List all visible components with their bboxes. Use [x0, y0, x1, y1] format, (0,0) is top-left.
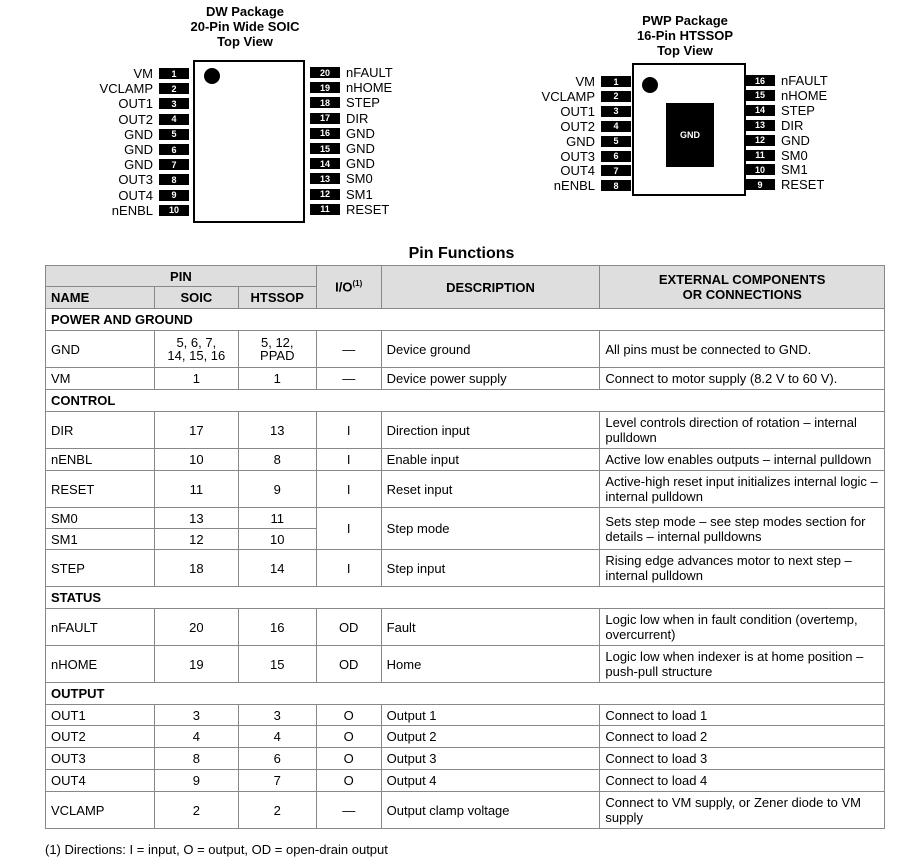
table-row	[46, 331, 885, 368]
table-row	[46, 705, 885, 726]
pin-name: VM	[46, 368, 155, 390]
table-row	[46, 770, 885, 792]
pin-name: RESET	[46, 471, 155, 508]
table-row	[46, 412, 885, 449]
pin-row	[525, 163, 631, 178]
pin-number: 18	[310, 97, 340, 108]
io-type: —	[316, 792, 381, 829]
pin-number: 8	[601, 180, 631, 191]
pin1-marker-icon	[642, 77, 658, 93]
soic-pin: 3	[154, 705, 238, 726]
section-status: STATUS	[46, 587, 885, 609]
external-connection: Level controls direction of rotation – internal pulldown	[600, 412, 885, 449]
pin-number: 1	[159, 68, 189, 79]
pin-functions-table	[45, 265, 885, 829]
pin-label: VM	[133, 66, 153, 81]
external-header	[600, 266, 885, 309]
pin-label: GND	[124, 142, 153, 157]
pin-description: Device power supply	[381, 368, 600, 390]
htssop-pin: 13	[238, 412, 316, 449]
pin-row	[745, 88, 827, 103]
dw-subtitle: 20-Pin Wide SOIC	[190, 19, 300, 34]
pin-description: Home	[381, 646, 600, 683]
pin-label: DIR	[346, 110, 369, 126]
pin-label: OUT2	[118, 111, 153, 127]
pin-name: SM0	[46, 508, 155, 529]
pin-row	[310, 156, 375, 171]
pin-description: Device ground	[381, 331, 600, 368]
pin-number: 9	[745, 179, 775, 190]
table-row	[46, 726, 885, 748]
pin-row	[310, 126, 375, 141]
dw-package-title	[170, 4, 320, 49]
htssop-pin: 11	[238, 508, 316, 529]
pin-number: 1	[601, 76, 631, 87]
section-row	[46, 587, 885, 609]
pin-description: Enable input	[381, 449, 600, 471]
soic-pin: 8	[154, 748, 238, 770]
pin-label: STEP	[781, 102, 815, 118]
pwp-package-title	[610, 13, 760, 58]
pin-row	[525, 178, 631, 193]
pin-label: DIR	[781, 117, 804, 133]
soic-pin: 17	[154, 412, 238, 449]
io-type: —	[316, 368, 381, 390]
pin-label: SM1	[781, 162, 808, 178]
table-title: Pin Functions	[408, 245, 515, 262]
pin-name: DIR	[46, 412, 155, 449]
pin-label: VCLAMP	[541, 88, 595, 104]
htssop-pin: 16	[238, 609, 316, 646]
soic-pin: 2	[154, 792, 238, 829]
pin-number: 11	[745, 150, 775, 161]
pin-label: OUT4	[118, 187, 153, 203]
pin-number: 8	[159, 174, 189, 185]
external-connection: Sets step mode – see step modes section for details – internal pulldowns	[600, 508, 885, 550]
htssop-pin: 7	[238, 770, 316, 792]
pin-number: 6	[159, 144, 189, 155]
table-row	[46, 792, 885, 829]
soic-pin: 10	[154, 449, 238, 471]
pin-name: OUT1	[46, 705, 155, 726]
io-type: I	[316, 550, 381, 587]
pin-label: RESET	[781, 177, 825, 193]
pin-label: GND	[781, 132, 810, 148]
pin-row	[745, 177, 824, 192]
pin-number: 13	[310, 173, 340, 184]
pin-label: GND	[346, 156, 375, 172]
pin-row	[83, 203, 189, 218]
pin-label: VM	[575, 74, 595, 89]
pin-number: 3	[159, 98, 189, 109]
io-header	[316, 266, 381, 309]
pin-row	[745, 73, 828, 88]
description-header: DESCRIPTION	[381, 266, 600, 309]
io-type: I	[316, 471, 381, 508]
pin-number: 15	[310, 143, 340, 154]
section-power: POWER AND GROUND	[46, 309, 885, 331]
pin-description: Direction input	[381, 412, 600, 449]
pin-label: SM0	[346, 171, 373, 187]
pin-number: 4	[159, 114, 189, 125]
pin-row	[310, 187, 373, 202]
pin-row	[83, 81, 189, 96]
pwp-title: PWP Package	[642, 13, 728, 28]
table-footnote: (1) Directions: I = input, O = output, OD = open-drain output	[45, 842, 388, 857]
htssop-pin: 4	[238, 726, 316, 748]
pin-number: 5	[601, 136, 631, 147]
pin-name: OUT4	[46, 770, 155, 792]
pin-label: GND	[566, 133, 595, 149]
pin-row	[83, 142, 189, 157]
pin-row	[745, 118, 803, 133]
pin-name: SM1	[46, 529, 155, 550]
soic-pin: 11	[154, 471, 238, 508]
table-row	[46, 368, 885, 390]
pin-number: 12	[310, 189, 340, 200]
soic-pin: 1	[154, 368, 238, 390]
pin-row	[83, 112, 189, 127]
soic-pin: 19	[154, 646, 238, 683]
table-row	[46, 471, 885, 508]
table-row	[46, 508, 885, 529]
pin-row	[745, 162, 808, 177]
section-row	[46, 390, 885, 412]
external-connection: All pins must be connected to GND.	[600, 331, 885, 368]
pin-label: RESET	[346, 201, 390, 217]
pin-description: Output clamp voltage	[381, 792, 600, 829]
pin-number: 17	[310, 113, 340, 124]
pin-name: nFAULT	[46, 609, 155, 646]
external-header-2: OR CONNECTIONS	[682, 287, 802, 302]
pin-number: 19	[310, 82, 340, 93]
pin-number: 5	[159, 129, 189, 140]
pin-description: Step mode	[381, 508, 600, 550]
pin-row	[83, 96, 189, 111]
pin-description: Output 3	[381, 748, 600, 770]
pin-name: nENBL	[46, 449, 155, 471]
pin-label: nFAULT	[346, 65, 393, 80]
pin-number: 14	[745, 105, 775, 116]
pin-label: STEP	[346, 95, 380, 111]
pin-row	[310, 80, 392, 95]
pin-name: VCLAMP	[46, 792, 155, 829]
thermal-pad	[666, 103, 714, 167]
pin-description: Step input	[381, 550, 600, 587]
section-control: CONTROL	[46, 390, 885, 412]
pin-label: OUT3	[118, 172, 153, 188]
pin-row	[83, 188, 189, 203]
external-connection: Logic low when indexer is at home position – push-pull structure	[600, 646, 885, 683]
thermal-pad-label: GND	[680, 130, 700, 140]
dw-title: DW Package	[205, 4, 285, 19]
pin-row	[525, 119, 631, 134]
htssop-pin: 3	[238, 705, 316, 726]
pin-name: OUT3	[46, 748, 155, 770]
io-type: O	[316, 770, 381, 792]
io-type: OD	[316, 646, 381, 683]
pin-description: Output 2	[381, 726, 600, 748]
pin-label: OUT4	[560, 163, 595, 179]
pin-label: OUT2	[560, 118, 595, 134]
pin-number: 14	[310, 158, 340, 169]
pin-row	[83, 157, 189, 172]
pin-row	[310, 95, 380, 110]
htssop-pin-line: 5, 12,	[260, 335, 294, 350]
external-connection: Logic low when in fault condition (overtemp, overcurrent)	[600, 609, 885, 646]
pin-number: 9	[159, 190, 189, 201]
section-row	[46, 683, 885, 705]
external-header-1: EXTERNAL COMPONENTS	[658, 272, 826, 287]
section-row	[46, 309, 885, 331]
io-type: I	[316, 412, 381, 449]
pin-row	[310, 171, 373, 186]
pwp-subtitle: 16-Pin HTSSOP	[636, 28, 734, 43]
pin-number: 3	[601, 106, 631, 117]
pin-description: Reset input	[381, 471, 600, 508]
pin-row	[83, 127, 189, 142]
pin-row	[525, 134, 631, 149]
external-connection: Connect to load 4	[600, 770, 885, 792]
pin-label: nENBL	[111, 202, 153, 218]
htssop-pin	[238, 331, 316, 368]
pin-label: GND	[346, 125, 375, 141]
pin-label: GND	[124, 126, 153, 142]
pin-number: 7	[601, 165, 631, 176]
soic-pin-line: 5, 6, 7,	[176, 335, 217, 350]
pin-number: 7	[159, 159, 189, 170]
pin-label: OUT3	[560, 148, 595, 164]
pin-number: 13	[745, 120, 775, 131]
pin-row	[310, 65, 393, 80]
external-connection: Connect to motor supply (8.2 V to 60 V).	[600, 368, 885, 390]
external-connection: Connect to load 3	[600, 748, 885, 770]
soic-pin: 4	[154, 726, 238, 748]
pin-row	[745, 148, 808, 163]
external-connection: Rising edge advances motor to next step – internal pulldown	[600, 550, 885, 587]
pwp-chip-body	[632, 63, 746, 196]
pin-row	[745, 103, 815, 118]
pin-number: 2	[601, 91, 631, 102]
io-type: I	[316, 508, 381, 550]
pin-number: 20	[310, 67, 340, 78]
io-type: O	[316, 705, 381, 726]
soic-header: SOIC	[154, 287, 238, 309]
pin-label: SM0	[781, 147, 808, 163]
pin-name: STEP	[46, 550, 155, 587]
pin-number: 16	[745, 75, 775, 86]
pin-row	[83, 172, 189, 187]
pin-name: OUT2	[46, 726, 155, 748]
pin-row	[83, 66, 189, 81]
table-row	[46, 449, 885, 471]
external-connection: Connect to VM supply, or Zener diode to VM supply	[600, 792, 885, 829]
htssop-pin: 14	[238, 550, 316, 587]
io-header-label: I/O	[335, 279, 353, 295]
pin-row	[310, 141, 375, 156]
pin-number: 10	[745, 164, 775, 175]
io-type: I	[316, 449, 381, 471]
io-type: O	[316, 726, 381, 748]
pin-label: SM1	[346, 186, 373, 202]
soic-pin-line: 14, 15, 16	[167, 348, 226, 363]
htssop-pin: 1	[238, 368, 316, 390]
external-connection: Active low enables outputs – internal pulldown	[600, 449, 885, 471]
pin-description: Output 4	[381, 770, 600, 792]
pin-label: nFAULT	[781, 73, 828, 88]
htssop-pin: 2	[238, 792, 316, 829]
pin-row	[525, 149, 631, 164]
soic-pin: 18	[154, 550, 238, 587]
io-type: O	[316, 748, 381, 770]
io-type: OD	[316, 609, 381, 646]
pin-number: 6	[601, 151, 631, 162]
pin-header: PIN	[46, 266, 317, 287]
name-header: NAME	[46, 287, 155, 309]
pwp-view: Top View	[657, 43, 713, 58]
external-connection: Connect to load 1	[600, 705, 885, 726]
htssop-header: HTSSOP	[238, 287, 316, 309]
pin-number: 15	[745, 90, 775, 101]
pin-name: GND	[46, 331, 155, 368]
pin-number: 11	[310, 204, 340, 215]
htssop-pin: 8	[238, 449, 316, 471]
pin-number: 10	[159, 205, 189, 216]
table-row	[46, 550, 885, 587]
pin-row	[310, 111, 368, 126]
pin-row	[525, 89, 631, 104]
dw-view: Top View	[217, 34, 273, 49]
external-connection: Connect to load 2	[600, 726, 885, 748]
io-type: —	[316, 331, 381, 368]
external-connection: Active-high reset input initializes internal logic – internal pulldown	[600, 471, 885, 508]
io-footnote-ref: (1)	[352, 279, 363, 289]
pin-number: 2	[159, 83, 189, 94]
soic-pin: 9	[154, 770, 238, 792]
table-row	[46, 646, 885, 683]
section-output: OUTPUT	[46, 683, 885, 705]
htssop-pin: 15	[238, 646, 316, 683]
pin-name: nHOME	[46, 646, 155, 683]
pin-number: 12	[745, 135, 775, 146]
pin-label: nHOME	[781, 87, 828, 103]
pin-label: nHOME	[346, 80, 393, 96]
dw-chip-body	[193, 60, 305, 223]
pin-label: GND	[124, 157, 153, 173]
soic-pin: 12	[154, 529, 238, 550]
pin-label: GND	[346, 141, 375, 156]
pin-label: nENBL	[553, 178, 595, 194]
pin-description: Fault	[381, 609, 600, 646]
pin-row	[525, 104, 631, 119]
pin-row	[745, 133, 810, 148]
htssop-pin: 10	[238, 529, 316, 550]
pin-label: VCLAMP	[99, 81, 153, 97]
soic-pin: 20	[154, 609, 238, 646]
pin-label: OUT1	[118, 96, 153, 112]
pin-number: 4	[601, 121, 631, 132]
table-row	[46, 748, 885, 770]
pin-label: OUT1	[560, 103, 595, 119]
pin-row	[310, 202, 389, 217]
pin1-marker-icon	[204, 68, 220, 84]
htssop-pin: 6	[238, 748, 316, 770]
soic-pin	[154, 331, 238, 368]
pin-description: Output 1	[381, 705, 600, 726]
htssop-pin: 9	[238, 471, 316, 508]
pin-number: 16	[310, 128, 340, 139]
soic-pin: 13	[154, 508, 238, 529]
htssop-pin-line: PPAD	[260, 348, 295, 363]
table-row	[46, 609, 885, 646]
pin-row	[525, 74, 631, 89]
